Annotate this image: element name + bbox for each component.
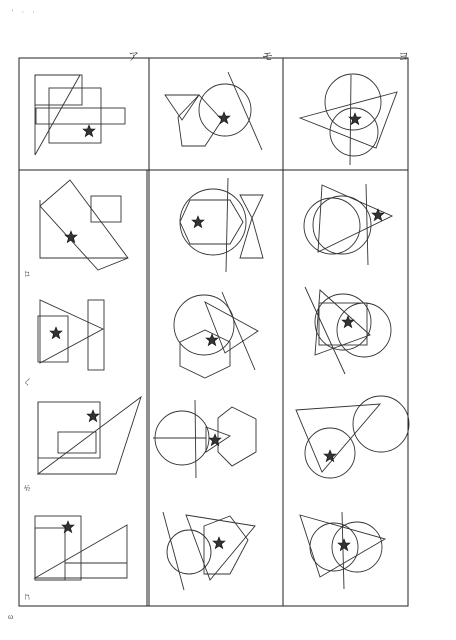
star-icon: [87, 410, 99, 422]
star-icon: [209, 434, 221, 446]
figure-r4c3: [296, 396, 409, 478]
star-icon: [338, 539, 350, 551]
star-icon: [83, 125, 95, 137]
figure-r3c3: [305, 287, 391, 374]
figure-r2c2: [180, 178, 263, 272]
row-label-2: ロ: [23, 270, 32, 278]
figure-r2c3: [304, 184, 392, 265]
column-label-3: ヨ: [398, 51, 409, 63]
figure-r3c2: [174, 292, 258, 378]
star-icon: [342, 316, 354, 328]
star-icon: [372, 209, 384, 221]
figure-r5c2: [163, 512, 255, 590]
figure-r1c1: [35, 75, 125, 155]
star-icon: [213, 537, 225, 549]
star-icon: [62, 521, 74, 533]
star-icon: [192, 216, 204, 228]
figure-r5c3: [300, 512, 385, 589]
figure-r3c1: [38, 300, 104, 370]
row-label-4: ホ: [23, 484, 32, 492]
page-marker: ω: [8, 612, 14, 621]
column-label-2: モ: [262, 51, 273, 63]
figure-r5c1: [35, 516, 127, 580]
row-label-5: コ: [23, 593, 32, 601]
star-icon: [218, 112, 230, 124]
grid-lines: [19, 58, 408, 606]
figure-r4c2: [153, 400, 256, 478]
column-label-1: ア: [128, 51, 139, 63]
scan-marks: ' · ·: [12, 8, 38, 17]
figure-r1c3: [300, 74, 397, 165]
figure-r2c1: [40, 180, 128, 270]
figure-r4c1: [38, 397, 141, 474]
star-icon: [324, 450, 336, 462]
figure-r1c2: [165, 72, 262, 150]
star-icon: [50, 327, 62, 339]
row-label-3: ヘ: [23, 378, 32, 386]
